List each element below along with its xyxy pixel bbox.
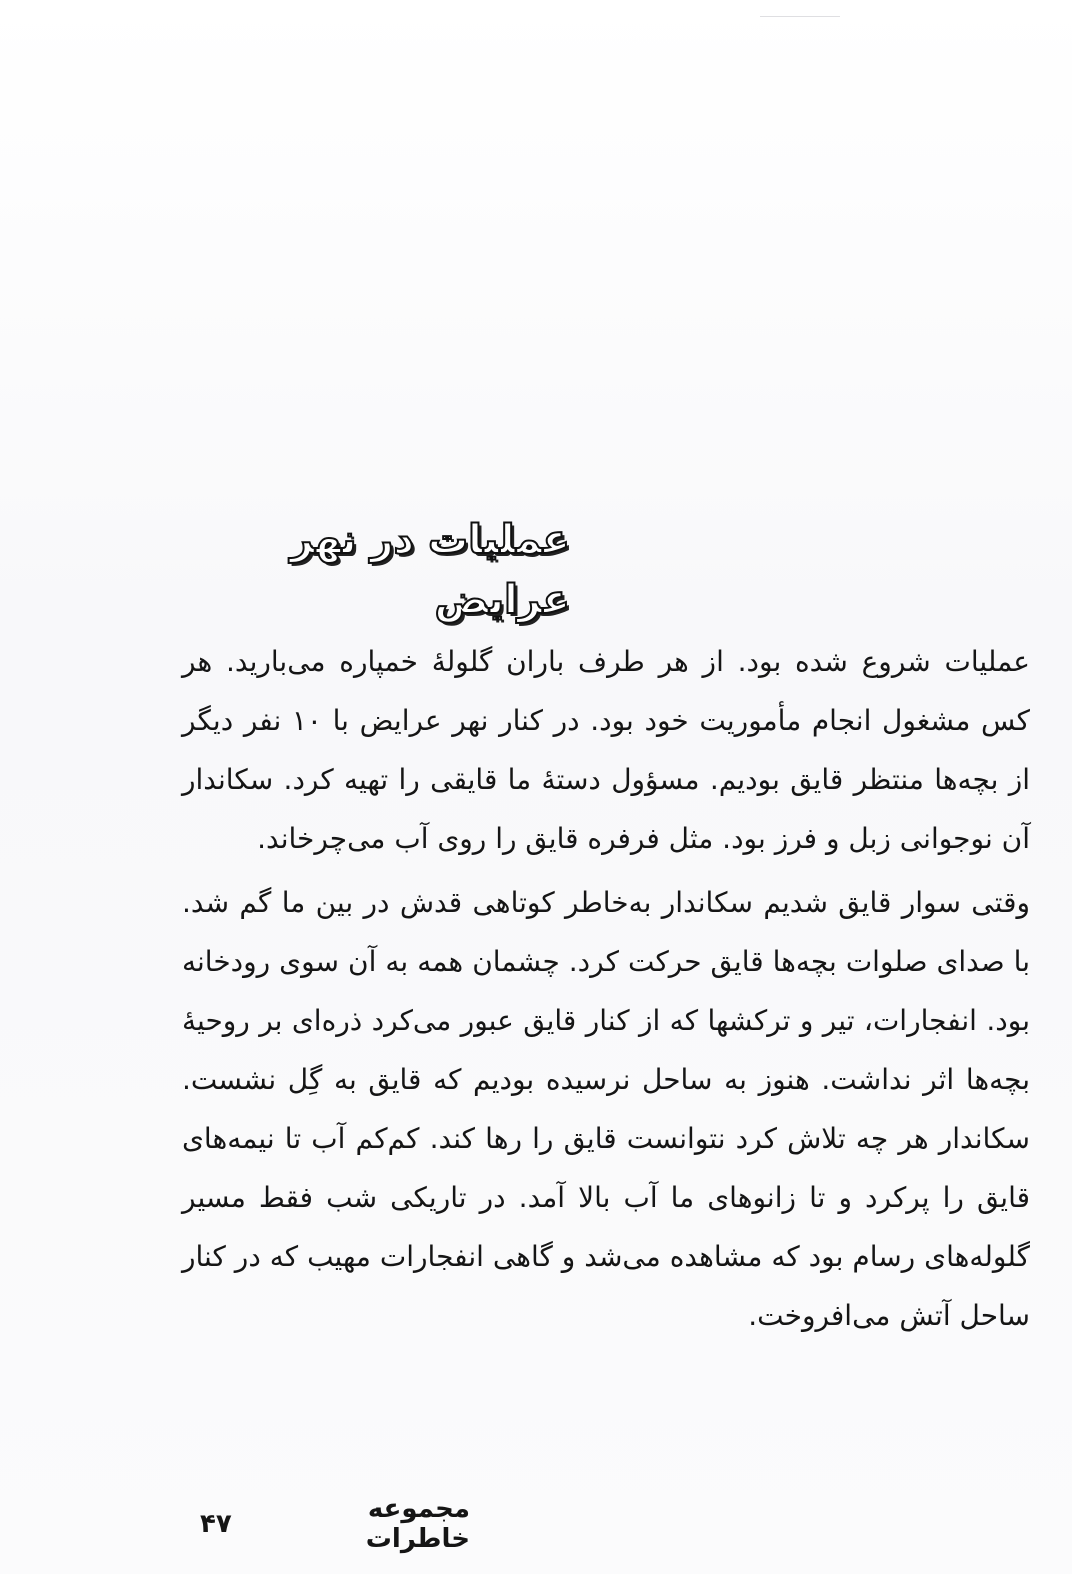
chapter-title: عملیات در نهر عرایض <box>290 517 570 623</box>
scan-mark <box>760 16 840 21</box>
page-footer <box>200 1494 470 1554</box>
body-text <box>182 632 1030 1345</box>
book-title: مجموعه خاطرات <box>365 1494 470 1554</box>
paragraph-1: عملیات شروع شده بود. از هر طرف باران گلولهٔ خمپاره می‌بارید. هر کس مشغول انجام مأموریت خود بود. در کنار نهر عرایض با ۱۰ نفر دیگر از بچه‌ها منتظر قایق بودیم. مسؤول دستهٔ ما قایقی را تهیه کرد. سکاندار آن نوجوانی زبل و فرز بود. مثل فرفره قایق را روی آب می‌چرخاند. <box>182 645 1030 855</box>
paragraph-2: وقتی سوار قایق شدیم سکاندار به‌خاطر کوتاهی قدش در بین ما گم شد. با صدای صلوات بچه‌ها قایق حرکت کرد. چشمان همه به آن سوی رودخانه بود. انفجارات، تیر و ترکشها که از کنار قایق عبور می‌کرد ذره‌ای بر روحیهٔ بچه‌ها اثر نداشت. هنوز به ساحل نرسیده بودیم که قایق به گِل نشست. سکاندار هر چه تلاش کرد نتوانست قایق را رها کند. کم‌کم آب تا نیمه‌های قایق را پرکرد و تا زانوهای ما آب بالا آمد. در تاریکی شب فقط مسیر گلوله‌های رسام بود که مشاهده می‌شد و گاهی انفجارات مهیب که در کنار ساحل آتش می‌افروخت. <box>182 886 1030 1332</box>
page-number: ۴۷ <box>200 1509 232 1539</box>
